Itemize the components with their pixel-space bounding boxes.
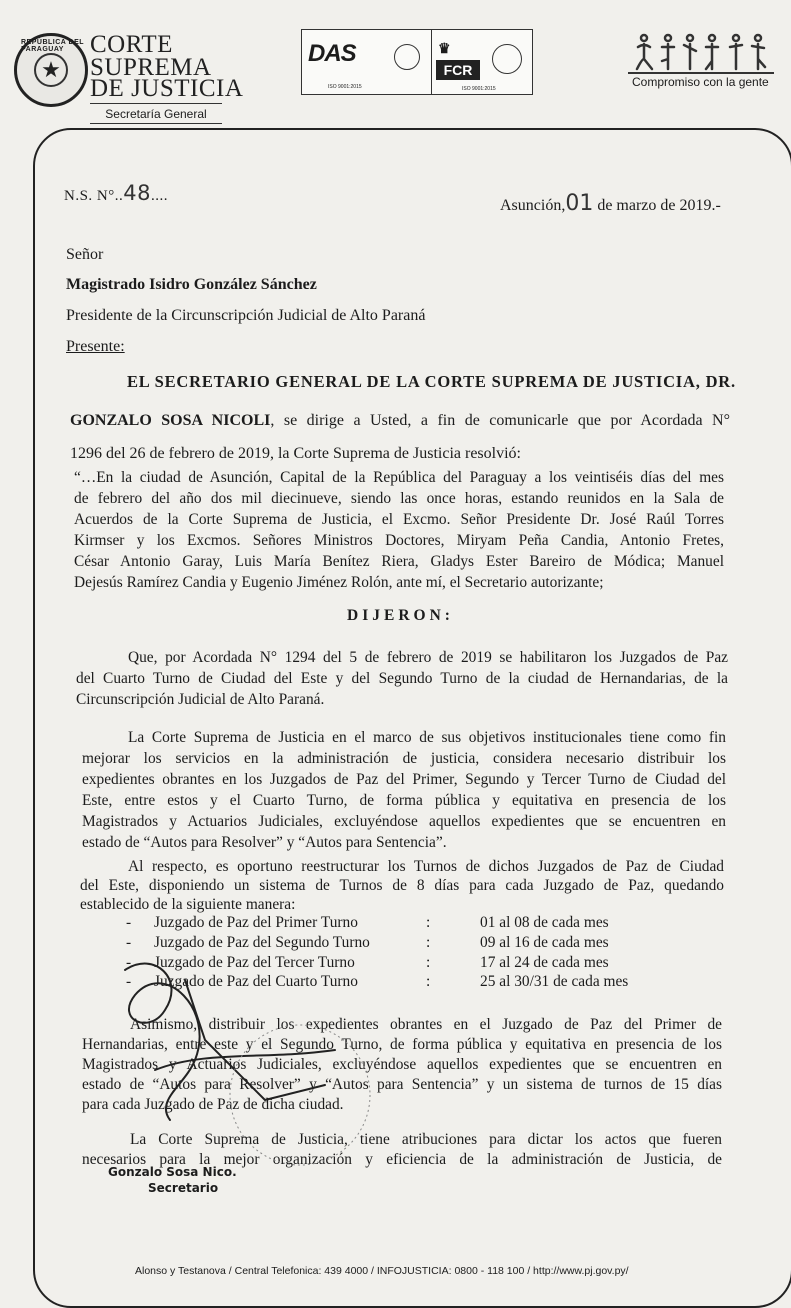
paragraph-1 xyxy=(76,647,728,710)
note-number xyxy=(64,181,168,205)
turno-separator: : xyxy=(426,934,431,951)
paragraph-line: mejorar los servicios en la administración de justicia, considera necesario distribuir los xyxy=(82,750,726,767)
divider xyxy=(90,103,222,104)
paragraph-line: para cada Juzgado de Paz de dicha ciudad. xyxy=(82,1096,344,1113)
divider xyxy=(431,30,432,94)
list-dash: - xyxy=(126,973,132,990)
paragraph-line: del Cuarto Turno de Ciudad del Este y del Segundo Turno de la ciudad de Hernandarias, de la xyxy=(76,670,728,687)
crown-icon: ♛ xyxy=(438,40,451,56)
addressee-position: Presidente de la Circunscripción Judicial de Alto Paraná xyxy=(66,307,426,324)
paragraph-line: del Este, disponiendo un sistema de Turnos de 8 días para cada Juzgado de Paz, quedando xyxy=(80,877,724,894)
paragraph-line: Hernandarias, entre este y el Segundo Turno, de forma pública y equitativa en presencia de los xyxy=(82,1036,722,1053)
paragraph-line: Circunscripción Judicial de Alto Paraná. xyxy=(76,691,325,708)
paragraph-line: Asimismo, distribuir los expedientes obrantes en el Juzgado de Paz del Primer de xyxy=(130,1016,722,1033)
quote-line: Dejesús Ramírez Candia y Eugenio Jiménez Rolón, ante mí, el Secretario autorizante; xyxy=(74,574,604,591)
paragraph-2 xyxy=(82,727,726,853)
intro-text-1: , se dirige a Usted, a fin de comunicarle que por Acordada N° xyxy=(270,412,730,429)
list-dash: - xyxy=(126,934,132,951)
turno-separator: : xyxy=(426,973,431,990)
national-seal xyxy=(14,33,88,107)
paragraph-line: La Corte Suprema de Justicia en el marco de sus objetivos institucionales tiene como fin xyxy=(128,729,726,746)
list-dash: - xyxy=(126,914,132,931)
quote-line: de febrero del año dos mil diecinueve, siendo las once horas, estando reunidos en la Sala de xyxy=(74,490,724,507)
turno-days: 01 al 08 de cada mes xyxy=(480,914,609,931)
certification-seal-icon xyxy=(394,44,420,70)
turno-days: 17 al 24 de cada mes xyxy=(480,954,609,971)
list-dash: - xyxy=(126,954,132,971)
footer-contact: Alonso y Testanova / Central Telefonica: 439 4000 / INFOJUSTICIA: 0800 - 118 100 / http://www.pj.gov.py/ xyxy=(135,1265,629,1277)
handwritten-signature xyxy=(95,950,395,1170)
paragraph-line: Al respecto, es oportuno reestructurar los Turnos de dichos Juzgados de Paz de Ciudad xyxy=(128,858,724,875)
secretary-name: GONZALO SOSA NICOLI xyxy=(70,412,271,429)
quote-line: César Antonio Garay, Luis María Benítez Riera, Gladys Ester Bareiro de Módica; Manuel xyxy=(74,553,724,570)
letter-heading: EL SECRETARIO GENERAL DE LA CORTE SUPREMA DE JUSTICIA, DR. xyxy=(127,372,736,391)
certification-seal-icon xyxy=(492,44,522,74)
seal-text: REPÚBLICA DEL PARAGUAY xyxy=(21,39,84,53)
paragraph-line: estado de “Autos para Resolver” y “Autos para Sentencia” y un sistema de turnos de 15 días xyxy=(82,1076,722,1093)
date-day: 01 xyxy=(565,191,594,216)
paragraph-line: establecido de la siguiente manera: xyxy=(80,896,296,913)
presente-label: Presente: xyxy=(66,338,125,355)
paragraph-line: La Corte Suprema de Justicia, tiene atribuciones para dictar los actos que fueren xyxy=(130,1131,722,1148)
paragraph-line: Que, por Acordada N° 1294 del 5 de febrero de 2019 se habilitaron los Juzgados de Paz xyxy=(128,649,728,666)
turno-court: Juzgado de Paz del Segundo Turno xyxy=(154,934,370,951)
institution-name-line1: CORTE xyxy=(90,31,173,58)
certification-logos xyxy=(301,29,533,95)
dijeron-heading: DIJERON: xyxy=(347,607,454,624)
quote-line: “…En la ciudad de Asunción, Capital de la República del Paraguay a los veintiséis días del mes xyxy=(74,469,724,486)
paragraph-line: Magistrados y Actuarios Judiciales, excluyéndose aquellos expedientes que se encuentren en xyxy=(82,1056,722,1073)
divider xyxy=(90,123,222,124)
date-prefix: Asunción, xyxy=(500,197,566,214)
turno-separator: : xyxy=(426,954,431,971)
turno-court: Juzgado de Paz del Cuarto Turno xyxy=(154,973,358,990)
note-number-dots: .... xyxy=(151,188,168,204)
letter-date xyxy=(500,191,721,216)
quote-paragraph xyxy=(74,467,724,593)
iso-label: ISO 9001:2015 xyxy=(462,86,496,92)
note-number-value: 48 xyxy=(123,181,151,205)
paragraph-line: estado de “Autos para Resolver” y “Autos para Sentencia”. xyxy=(82,834,447,851)
intro-paragraph xyxy=(70,404,730,470)
turno-days: 09 al 16 de cada mes xyxy=(480,934,609,951)
salutation: Señor xyxy=(66,246,104,263)
note-number-dots-prefix: .. xyxy=(114,188,124,204)
slogan: Compromiso con la gente xyxy=(632,75,769,89)
quote-line: Kirmser y los Excmos. Señores Ministros Doctores, Miryam Peña Candia, Antonio Fretes, xyxy=(74,532,724,549)
department-name: Secretaría General xyxy=(105,107,207,121)
turno-days: 25 al 30/31 de cada mes xyxy=(480,973,629,990)
date-suffix: de marzo de 2019.- xyxy=(597,197,721,214)
paragraph-line: Magistrados y Actuarios Judiciales, excluyéndose aquellos expedientes que se encuentren en xyxy=(82,813,726,830)
turno-court: Juzgado de Paz del Tercer Turno xyxy=(154,954,355,971)
signatory-name: Gonzalo Sosa Nico. xyxy=(108,1165,237,1179)
intro-text-2: 1296 del 26 de febrero de 2019, la Corte Suprema de Justicia resolvió: xyxy=(70,445,521,462)
institution-name-line3: DE JUSTICIA xyxy=(90,75,244,102)
turno-separator: : xyxy=(426,914,431,931)
divider xyxy=(628,72,774,74)
addressee-name: Magistrado Isidro González Sánchez xyxy=(66,276,317,293)
quote-line: Acuerdos de la Corte Suprema de Justicia, el Excmo. Señor Presidente Dr. José Raúl Torres xyxy=(74,511,724,528)
signatory-title: Secretario xyxy=(148,1181,219,1195)
paragraph-line: Este, entre estos y el Cuarto Turno, de forma pública y equitativa en presencia de los xyxy=(82,792,726,809)
note-number-label: N.S. N° xyxy=(64,188,115,204)
institution-name-line2: SUPREMA xyxy=(90,54,212,81)
paragraph-3 xyxy=(80,857,724,914)
people-figures-icon xyxy=(632,33,770,73)
paragraph-line: expedientes obrantes en los Juzgados de Paz del Primer, Segundo y Tercer Turno de Ciudad del xyxy=(82,771,726,788)
fcr-logo: FCR xyxy=(436,60,480,80)
paragraph-line: necesarios para la mejor organización y eficiencia de la administración de Justicia, de xyxy=(82,1151,722,1168)
turno-court: Juzgado de Paz del Primer Turno xyxy=(154,914,358,931)
star-icon: ★ xyxy=(34,53,68,87)
das-logo: DAS xyxy=(308,40,356,67)
iso-label: ISO 9001:2015 xyxy=(328,84,362,90)
